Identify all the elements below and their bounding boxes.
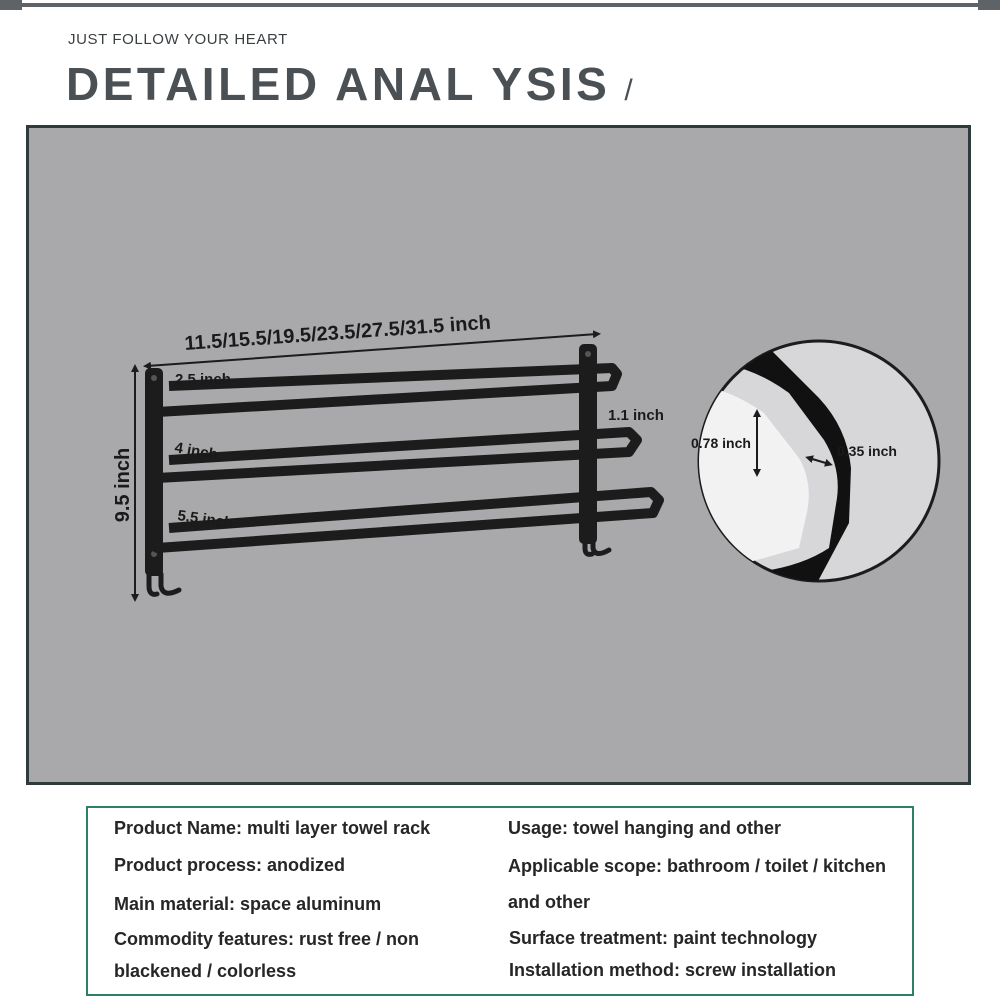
top-border-left-cap: [0, 0, 22, 10]
spec-surface-treatment: Surface treatment: paint technology: [509, 928, 818, 948]
left-screw-top: [151, 375, 157, 381]
right-screw-top: [585, 351, 591, 357]
page-title: [66, 57, 633, 111]
spec-product-name: Product Name: multi layer towel rack: [114, 818, 431, 838]
height-label: 9.5 inch: [112, 447, 134, 523]
spec-commodity-features-cont: blackened / colorless: [114, 961, 297, 981]
spec-commodity-features: Commodity features: rust free / non: [114, 929, 420, 949]
width-label: 11.5/15.5/19.5/23.5/27.5/31.5 inch: [183, 311, 492, 355]
page-title-text: DETAILED ANAL YSIS: [66, 58, 611, 110]
top-border-line: [0, 3, 1000, 7]
top-border-bar: [0, 0, 1000, 10]
layer-spacing-bottom-label: 5.5 inch: [176, 507, 235, 532]
spec-product-process: Product process: anodized: [114, 855, 346, 875]
spec-main-material: Main material: space aluminum: [114, 894, 382, 914]
bar-gap-label: 1.1 inch: [608, 407, 664, 424]
detail-height-label: 0.78 inch: [691, 435, 751, 451]
spec-usage: Usage: towel hanging and other: [508, 818, 782, 838]
top-border-right-cap: [978, 0, 1000, 10]
title-slash: /: [624, 74, 633, 107]
spec-applicable-scope: Applicable scope: bathroom / toilet / kitchen: [508, 856, 887, 876]
product-diagram-panel: [26, 125, 971, 785]
spec-installation-method: Installation method: screw installation: [509, 960, 837, 980]
left-hook-icon: [149, 574, 179, 594]
towel-rack-diagram: [29, 128, 974, 788]
layer-spacing-mid-label: 4 inch: [173, 439, 219, 464]
spec-applicable-scope-cont: and other: [508, 892, 591, 912]
tagline: JUST FOLLOW YOUR HEART: [68, 31, 288, 48]
rack-layer-middle: [157, 432, 637, 478]
layer-spacing-top-label: 2.5 inch: [175, 371, 231, 388]
detail-thickness-label: 0.35 inch: [837, 443, 897, 459]
spec-box: [86, 806, 914, 996]
